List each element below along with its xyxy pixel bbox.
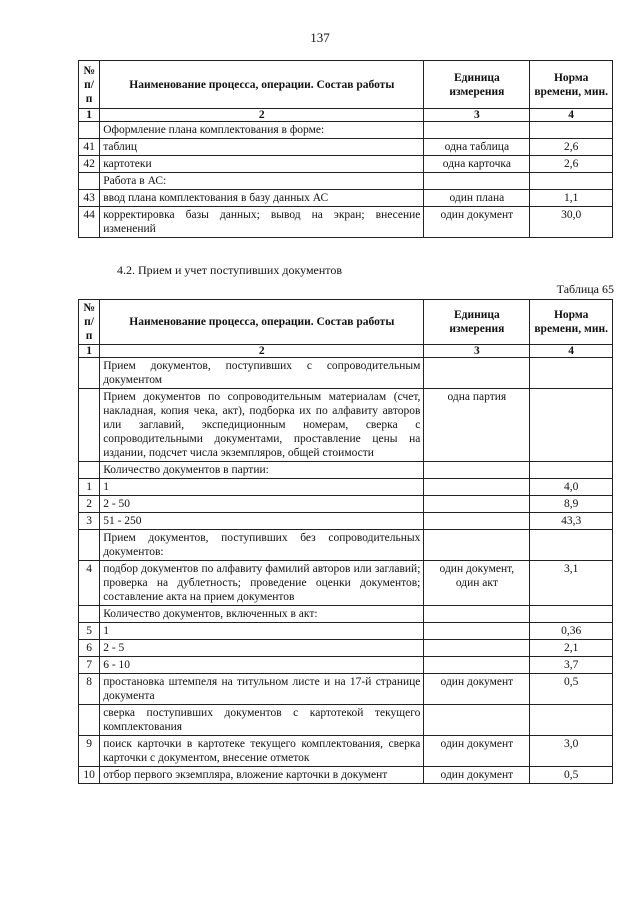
- time-norm-cell: 0,5: [530, 674, 613, 705]
- time-norm-cell: 2,1: [530, 640, 613, 657]
- time-norm-cell: 0,5: [530, 767, 613, 784]
- time-norm-cell: 2,6: [530, 139, 613, 156]
- header-name: Наименование процесса, операции. Состав работы: [100, 61, 424, 109]
- table-row: [79, 705, 613, 736]
- row-number-cell: 4: [79, 561, 100, 606]
- table-row: [79, 767, 613, 784]
- time-norm-cell: 2,6: [530, 156, 613, 173]
- time-norm-cell: [530, 173, 613, 190]
- table-row: [79, 561, 613, 606]
- header-unit: Единица измерения: [424, 300, 530, 345]
- operation-name-cell: Оформление плана комплектования в форме:: [100, 122, 424, 139]
- row-number-cell: 6: [79, 640, 100, 657]
- table-row: [79, 640, 613, 657]
- operation-name-cell: подбор документов по алфавиту фамилий авторов или заглавий; проверка на дублетность; проведение оценки документов; составление акта на прием документов: [100, 561, 424, 606]
- index-cell: 3: [424, 109, 530, 122]
- index-cell: 4: [530, 345, 613, 358]
- operation-name-cell: таблиц: [100, 139, 424, 156]
- row-number-cell: 10: [79, 767, 100, 784]
- index-cell: 1: [79, 345, 100, 358]
- time-norm-cell: 1,1: [530, 190, 613, 207]
- unit-cell: один документ: [424, 736, 530, 767]
- operation-name-cell: 2 - 5: [100, 640, 424, 657]
- unit-cell: [424, 530, 530, 561]
- operation-name-cell: ввод плана комплектования в базу данных АС: [100, 190, 424, 207]
- unit-cell: [424, 640, 530, 657]
- header-unit: Единица измерения: [424, 61, 530, 109]
- header-num: № п/п: [79, 61, 100, 109]
- norms-table-1: [78, 60, 613, 238]
- index-cell: 2: [100, 109, 424, 122]
- unit-cell: один документ: [424, 674, 530, 705]
- time-norm-cell: [530, 122, 613, 139]
- unit-cell: [424, 623, 530, 640]
- row-number-cell: 5: [79, 623, 100, 640]
- operation-name-cell: Количество документов, включенных в акт:: [100, 606, 424, 623]
- row-number-cell: 44: [79, 207, 100, 238]
- time-norm-cell: [530, 389, 613, 462]
- operation-name-cell: 1: [100, 479, 424, 496]
- unit-cell: [424, 358, 530, 389]
- operation-name-cell: Работа в АС:: [100, 173, 424, 190]
- row-number-cell: [79, 358, 100, 389]
- table-row: [79, 657, 613, 674]
- unit-cell: [424, 513, 530, 530]
- table-row: [79, 207, 613, 238]
- unit-cell: одна карточка: [424, 156, 530, 173]
- header-norm: Норма времени, мин.: [530, 300, 613, 345]
- index-cell: 4: [530, 109, 613, 122]
- index-cell: 1: [79, 109, 100, 122]
- table-65-body: [79, 358, 613, 784]
- operation-name-cell: Прием документов по сопроводительным материалам (счет, накладная, копия чека, акт), подборка их по алфавиту авторов или заглавий, экспедиционным номерам, сверка с сопроводительными документами, проставление цены на издании, подсчет числа экземпляров, общей стоимости: [100, 389, 424, 462]
- row-number-cell: 8: [79, 674, 100, 705]
- page-number: 137: [310, 30, 330, 45]
- time-norm-cell: 30,0: [530, 207, 613, 238]
- unit-cell: [424, 122, 530, 139]
- table-row: [79, 623, 613, 640]
- time-norm-cell: [530, 705, 613, 736]
- table-row: [79, 736, 613, 767]
- index-cell: 3: [424, 345, 530, 358]
- table-row: [79, 674, 613, 705]
- table-row: [79, 530, 613, 561]
- row-number-cell: [79, 462, 100, 479]
- unit-cell: [424, 705, 530, 736]
- table-row: [79, 122, 613, 139]
- time-norm-cell: 8,9: [530, 496, 613, 513]
- table-caption: Таблица 65: [556, 282, 614, 296]
- unit-cell: [424, 462, 530, 479]
- row-number-cell: [79, 530, 100, 561]
- operation-name-cell: 2 - 50: [100, 496, 424, 513]
- header-name: Наименование процесса, операции. Состав работы: [100, 300, 424, 345]
- header-num: № п/п: [79, 300, 100, 345]
- operation-name-cell: 1: [100, 623, 424, 640]
- section-heading: 4.2. Прием и учет поступивших документов: [117, 263, 343, 277]
- time-norm-cell: [530, 530, 613, 561]
- unit-cell: [424, 479, 530, 496]
- table-row: [79, 139, 613, 156]
- norms-table-65: [78, 299, 613, 784]
- unit-cell: одна таблица: [424, 139, 530, 156]
- operation-name-cell: Прием документов, поступивших с сопроводительным документом: [100, 358, 424, 389]
- table-row: [79, 496, 613, 513]
- time-norm-cell: [530, 358, 613, 389]
- row-number-cell: 2: [79, 496, 100, 513]
- time-norm-cell: 0,36: [530, 623, 613, 640]
- operation-name-cell: поиск карточки в картотеке текущего комплектования, сверка карточки с документом, внесение отметок: [100, 736, 424, 767]
- table-row: [79, 462, 613, 479]
- unit-cell: один документ: [424, 207, 530, 238]
- operation-name-cell: 51 - 250: [100, 513, 424, 530]
- row-number-cell: 7: [79, 657, 100, 674]
- table-row: [79, 389, 613, 462]
- table-row: [79, 479, 613, 496]
- table-row: [79, 190, 613, 207]
- operation-name-cell: корректировка базы данных; вывод на экран; внесение изменений: [100, 207, 424, 238]
- row-number-cell: [79, 389, 100, 462]
- unit-cell: [424, 173, 530, 190]
- table-row: [79, 173, 613, 190]
- unit-cell: [424, 606, 530, 623]
- row-number-cell: [79, 705, 100, 736]
- table-row: [79, 358, 613, 389]
- row-number-cell: 1: [79, 479, 100, 496]
- time-norm-cell: 43,3: [530, 513, 613, 530]
- time-norm-cell: 3,7: [530, 657, 613, 674]
- index-cell: 2: [100, 345, 424, 358]
- row-number-cell: 43: [79, 190, 100, 207]
- unit-cell: один документ, один акт: [424, 561, 530, 606]
- unit-cell: одна партия: [424, 389, 530, 462]
- unit-cell: один документ: [424, 767, 530, 784]
- time-norm-cell: 3,0: [530, 736, 613, 767]
- operation-name-cell: Прием документов, поступивших без сопроводительных документов:: [100, 530, 424, 561]
- row-number-cell: 9: [79, 736, 100, 767]
- row-number-cell: [79, 173, 100, 190]
- row-number-cell: [79, 122, 100, 139]
- time-norm-cell: [530, 462, 613, 479]
- row-number-cell: 41: [79, 139, 100, 156]
- operation-name-cell: картотеки: [100, 156, 424, 173]
- unit-cell: [424, 496, 530, 513]
- operation-name-cell: отбор первого экземпляра, вложение карточки в документ: [100, 767, 424, 784]
- table-row: [79, 606, 613, 623]
- time-norm-cell: [530, 606, 613, 623]
- unit-cell: [424, 657, 530, 674]
- time-norm-cell: 4,0: [530, 479, 613, 496]
- time-norm-cell: 3,1: [530, 561, 613, 606]
- table-row: [79, 513, 613, 530]
- row-number-cell: 3: [79, 513, 100, 530]
- unit-cell: один плана: [424, 190, 530, 207]
- operation-name-cell: 6 - 10: [100, 657, 424, 674]
- operation-name-cell: простановка штемпеля на титульном листе и на 17-й странице документа: [100, 674, 424, 705]
- operation-name-cell: Количество документов в партии:: [100, 462, 424, 479]
- table-1-body: [79, 122, 613, 238]
- operation-name-cell: сверка поступивших документов с картотекой текущего комплектования: [100, 705, 424, 736]
- row-number-cell: [79, 606, 100, 623]
- row-number-cell: 42: [79, 156, 100, 173]
- header-norm: Норма времени, мин.: [530, 61, 613, 109]
- table-row: [79, 156, 613, 173]
